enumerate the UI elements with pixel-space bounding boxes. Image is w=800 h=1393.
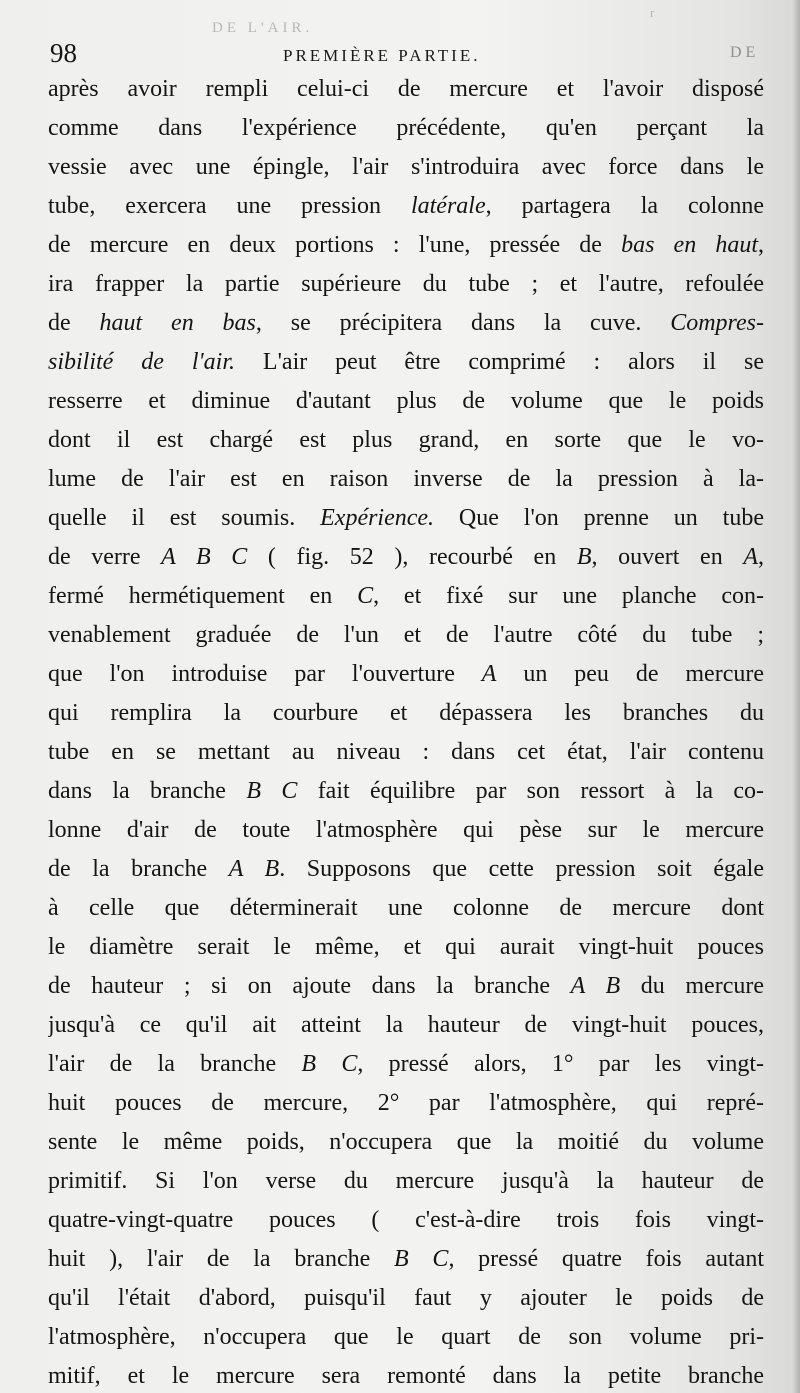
italic-text: A [481,661,497,687]
text-run: lume de l'air est en raison inverse de la pression à la- [48,466,764,492]
text-run: mitif, et le mercure sera remonté dans la petite branche [48,1363,764,1389]
running-head-fragment: DE [730,44,760,61]
running-head: PREMIÈRE PARTIE. [283,46,481,65]
italic-text: latérale [410,193,486,219]
text-run: qu'il l'était d'abord, puisqu'il faut y ajouter le poids de [48,1285,764,1311]
text-run: primitif. Si l'on verse du mercure jusqu'à la hauteur de [48,1168,764,1194]
page-edge-shadow [792,0,800,1393]
text-run: que l'on introduise par l'ouverture [48,661,482,687]
text-run: venablement graduée de l'un et de l'autre côté du tube ; [48,622,764,648]
italic-text: A B [570,973,621,999]
text-run: du mercure [620,973,764,999]
text-run: dans la branche [48,778,247,804]
text-line [48,1162,764,1201]
text-run: , [758,232,764,258]
text-run: de hauteur ; si on ajoute dans la branche [48,973,571,999]
text-line [48,811,764,850]
bleed-through-corner: r [650,5,655,20]
text-run: , pressé quatre fois autant [448,1246,764,1272]
text-line [48,538,764,577]
italic-text: haut en bas [99,310,256,336]
text-line [48,889,764,928]
text-run: dont il est chargé est plus grand, en sorte que le vo- [48,427,764,453]
text-line [48,1357,764,1393]
text-run: comme dans l'expérience précédente, qu'en perçant la [48,115,764,141]
text-line [48,265,764,304]
text-line [48,304,764,343]
body-text [48,70,764,1393]
text-run: . Supposons que cette pression soit égale [279,856,764,882]
text-line [48,655,764,694]
text-line [48,343,764,382]
text-run: quelle il est soumis. [48,505,321,531]
text-line [48,577,764,616]
italic-text: A B C [161,544,248,570]
text-line [48,148,764,187]
text-run: fermé hermétiquement en [48,583,358,609]
text-run: à celle que déterminerait une colonne de mercure dont [48,895,764,921]
text-line [48,850,764,889]
text-line [48,1045,764,1084]
text-line [48,928,764,967]
italic-text: bas en haut [621,232,758,258]
text-run: , et fixé sur une planche con- [373,583,764,609]
text-run: , partagera la colonne [485,193,764,219]
text-line [48,187,764,226]
text-run: vessie avec une épingle, l'air s'introduira avec force dans le [48,154,764,180]
italic-text: B C [394,1246,449,1272]
text-run: lonne d'air de toute l'atmosphère qui pèse sur le mercure [48,817,764,843]
text-line [48,382,764,421]
text-line [48,1201,764,1240]
text-run: après avoir rempli celui-ci de mercure et l'avoir disposé [48,76,764,102]
text-run: ( fig. 52 ), recourbé en [247,544,577,570]
text-line [48,460,764,499]
text-line [48,616,764,655]
bleed-through-text: DE L'AIR. [212,20,314,36]
text-line [48,421,764,460]
text-run: ira frapper la partie supérieure du tube ; et l'autre, refoulée [48,271,764,297]
text-run: jusqu'à ce qu'il ait atteint la hauteur de vingt-huit pouces, [48,1012,764,1038]
text-line [48,499,764,538]
text-line [48,1123,764,1162]
text-run: le diamètre serait le même, et qui aurait vingt-huit pouces [48,934,764,960]
text-run: , ouvert en [591,544,744,570]
italic-text: A B [228,856,280,882]
text-line [48,1318,764,1357]
page-header [50,38,790,70]
text-line [48,70,764,109]
text-line [48,1240,764,1279]
page-number: 98 [50,38,77,68]
text-line [48,1279,764,1318]
text-run: de verre [48,544,162,570]
italic-text: sibilité de l'air. [48,349,235,375]
italic-text: B C [246,778,298,804]
italic-text: Compres- [670,310,764,336]
text-run: qui remplira la courbure et dépassera les branches du [48,700,764,726]
text-line [48,967,764,1006]
text-line [48,1084,764,1123]
text-run: L'air peut être comprimé : alors il se [235,349,764,375]
text-run: Que l'on prenne un tube [434,505,764,531]
text-run: quatre-vingt-quatre pouces ( c'est-à-dire trois fois vingt- [48,1207,764,1233]
text-line [48,109,764,148]
text-line [48,772,764,811]
text-run: huit ), l'air de la branche [48,1246,395,1272]
text-line [48,226,764,265]
italic-text: Expérience. [320,505,435,531]
text-line [48,1006,764,1045]
text-run: , [757,544,764,570]
italic-text: B [576,544,592,570]
text-run: tube en se mettant au niveau : dans cet état, l'air contenu [48,739,764,765]
text-run: sente le même poids, n'occupera que la moitié du volume [48,1129,764,1155]
text-line [48,694,764,733]
text-run: tube, exercera une pression [48,193,411,219]
italic-text: A [743,544,758,570]
text-run: , pressé alors, 1° par les vingt- [357,1051,764,1077]
text-run: l'air de la branche [48,1051,302,1077]
text-run: de mercure en deux portions : l'une, pressée de [48,232,622,258]
text-line [48,733,764,772]
text-run: huit pouces de mercure, 2° par l'atmosphère, qui repré- [48,1090,764,1116]
text-run: resserre et diminue d'autant plus de volume que le poids [48,388,764,414]
text-run: un peu de mercure [496,661,764,687]
text-run: , se précipitera dans la cuve. [255,310,671,336]
text-run: l'atmosphère, n'occupera que le quart de son volume pri- [48,1324,764,1350]
italic-text: C [357,583,374,609]
text-run: fait équilibre par son ressort à la co- [297,778,764,804]
italic-text: B C [301,1051,358,1077]
text-run: de la branche [48,856,229,882]
text-run: de [48,310,100,336]
